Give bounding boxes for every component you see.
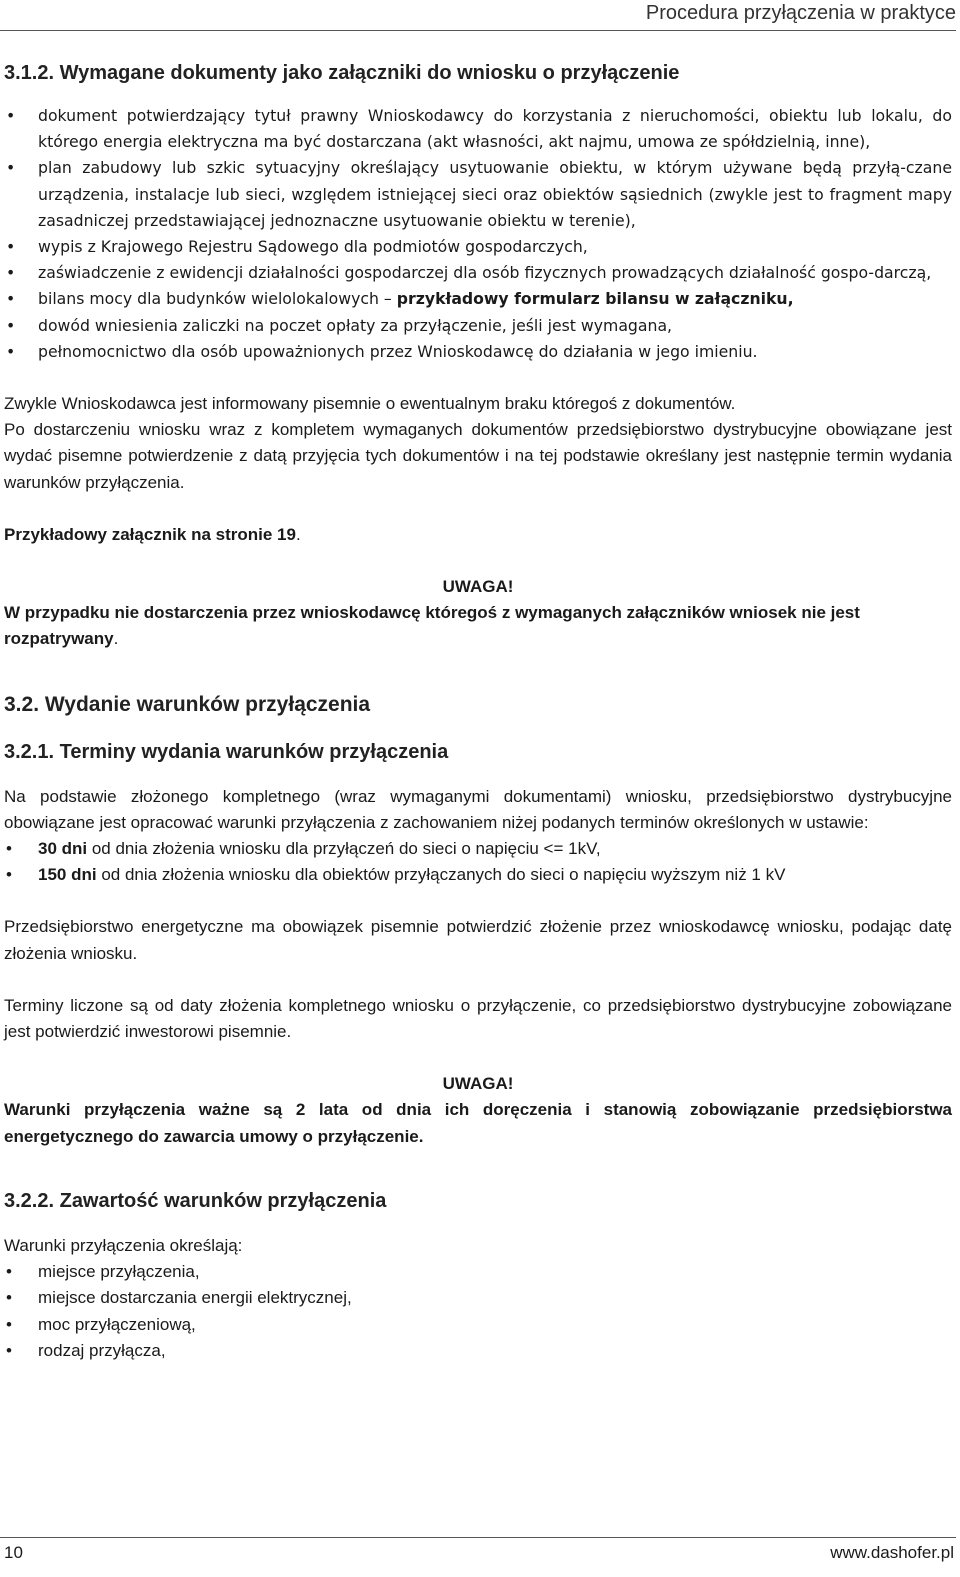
section-heading-3-2-2: 3.2.2. Zawartość warunków przyłączenia [4, 1189, 387, 1212]
website-link[interactable]: www.dashofer.pl [830, 1543, 954, 1562]
list-item: • rodzaj przyłącza, [6, 1340, 166, 1360]
attachment-reference: przykładowy formularz bilansu w załączniku, [396, 289, 794, 309]
page-content [4, 62, 952, 1364]
footer-divider [0, 1537, 956, 1538]
list-item: • 30 dni od dnia złożenia wniosku dla przyłączeń do sieci o napięciu <= 1kV, [6, 839, 601, 859]
list-item: • dowód wniesienia zaliczki na poczet opłaty za przyłączenie, jeśli jest wymagana, [6, 315, 673, 335]
warning-title: UWAGA! [442, 577, 514, 597]
list-item: • moc przyłączeniową, [6, 1314, 196, 1334]
conditions-content-list [4, 1259, 952, 1364]
list-item: • bilans mocy dla budynków wielolokalowych – przykładowy formularz bilansu w załączniku, [6, 289, 794, 309]
list-item: • wypis z Krajowego Rejestru Sądowego dla podmiotów gospodarczych, [6, 237, 588, 257]
list-item: • miejsce przyłączenia, [6, 1262, 200, 1282]
warning-text: W przypadku nie dostarczenia przez wnioskodawcę któregoś z wymaganych załączników wniosek nie jest rozpatrywany. [4, 603, 860, 649]
section-heading-3-1-2: 3.1.2. Wymagane dokumenty jako załączniki do wniosku o przyłączenie [4, 62, 680, 84]
section-heading-3-2-1: 3.2.1. Terminy wydania warunków przyłączenia [4, 740, 449, 763]
list-item: • dokument potwierdzający tytuł prawny Wnioskodawcy do korzystania z nieruchomości, obiektu lub lokalu, do którego energia elektryczna ma być dostarczana (akt własności, akt najmu, umowa ze spółdzielnią, inne), [6, 106, 952, 152]
warning-text: Warunki przyłączenia ważne są 2 lata od dnia ich doręczenia i stanowią zobowiązanie przedsiębiorstwa energetycznego do zawarcia umowy o przyłączenie. [4, 1100, 952, 1146]
paragraph: Zwykle Wnioskodawca jest informowany pisemnie o ewentualnym braku któregoś z dokumentów. [4, 394, 736, 414]
paragraph: Warunki przyłączenia określają: [4, 1235, 243, 1255]
paragraph: Terminy liczone są od daty złożenia kompletnego wniosku o przyłączenie, co przedsiębiorstwo dystrybucyjne zobowiązane jest potwierdzić inwestorowi pisemnie. [4, 995, 952, 1042]
warning-title: UWAGA! [442, 1074, 514, 1094]
section-heading-3-2: 3.2. Wydanie warunków przyłączenia [4, 692, 371, 716]
paragraph: Na podstawie złożonego kompletnego (wraz wymaganymi dokumentami) wniosku, przedsiębiorstwo dystrybucyjne obowiązane jest opracować warunki przyłączenia z zachowaniem niżej podanych terminów określonych w ustawie: [4, 786, 952, 832]
deadlines-list [4, 836, 952, 888]
list-item: • miejsce dostarczania energii elektrycznej, [6, 1288, 352, 1308]
running-header: Procedura przyłączenia w praktyce [645, 2, 956, 24]
paragraph: Przedsiębiorstwo energetyczne ma obowiązek pisemnie potwierdzić złożenie przez wnioskodawcę wniosku, podając datę złożenia wniosku. [4, 917, 952, 963]
header-divider [0, 30, 956, 31]
list-item: • 150 dni od dnia złożenia wniosku dla obiektów przyłączanych do sieci o napięciu wyższym niż 1 kV [6, 865, 786, 885]
list-item: • pełnomocnictwo dla osób upoważnionych przez Wnioskodawcę do działania w jego imieniu. [6, 341, 758, 361]
example-note: Przykładowy załącznik na stronie 19. [4, 524, 301, 544]
paragraph: Po dostarczeniu wniosku wraz z kompletem wymaganych dokumentów przedsiębiorstwo dystrybucyjne obowiązane jest wydać pisemne potwierdzenie z datą przyjęcia tych dokumentów i na tej podstawie określany jest następnie termin wydania warunków przyłączenia. [4, 420, 952, 492]
list-item: • plan zabudowy lub szkic sytuacyjny określający usytuowanie obiektu, w którym używane będą przyłą-czane urządzenia, instalacje lub sieci, względem istniejącej sieci oraz obiektów sąsiednich (zwykle jest to fragment mapy zasadniczej przedstawiającej jednoznaczne usytuowanie obiektu w terenie), [6, 158, 952, 230]
list-item: • zaświadczenie z ewidencji działalności gospodarczej dla osób fizycznych prowadzących działalność gospo-darczą, [6, 263, 932, 283]
page-number: 10 [4, 1543, 23, 1562]
required-documents-list [4, 103, 952, 365]
